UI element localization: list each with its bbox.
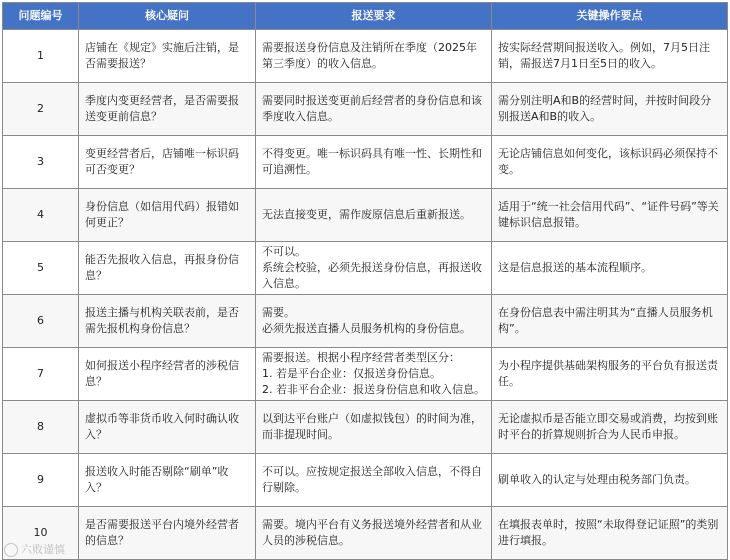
cell-requirement [256, 189, 492, 242]
cell-id [3, 242, 79, 295]
watermark-text: 六败谨慎 [21, 543, 65, 556]
cell-requirement-text: 需要同时报送变更前后经营者的身份信息和该季度收入信息。 [262, 94, 482, 123]
cell-question-text: 店铺在《规定》实施后注销，是否需要报送？ [85, 41, 239, 70]
cell-question [79, 401, 256, 454]
table-row [3, 401, 728, 454]
cell-id [3, 30, 79, 83]
cell-question-text: 是否需要报送平台内境外经营者的信息？ [85, 518, 239, 547]
cell-question-text: 报送主播与机构关联表前，是否需先报机构身份信息？ [85, 306, 239, 335]
cell-requirement-text: 需要报送。根据小程序经营者类型区分： 1. 若是平台企业：仅报送身份信息。 2. 若非平台企业：报送身份信息和收入信息。 [262, 351, 485, 396]
table-row [3, 507, 728, 560]
cell-question [79, 348, 256, 401]
header-question: 核心疑问 [79, 3, 256, 30]
cell-requirement [256, 136, 492, 189]
header-row [3, 3, 728, 30]
cell-id [3, 454, 79, 507]
cell-question [79, 189, 256, 242]
cell-id [3, 348, 79, 401]
cell-requirement-text: 需要。 必须先报送直播人员服务机构的身份信息。 [262, 306, 471, 335]
cell-requirement [256, 401, 492, 454]
cell-key-points [492, 30, 728, 83]
cell-key-points-text: 刷单收入的认定与处理由税务部门负责。 [498, 473, 696, 486]
cell-key-points [492, 242, 728, 295]
table-body [3, 30, 728, 560]
header-id: 问题编号 [3, 3, 79, 30]
watermark [4, 541, 65, 557]
cell-question [79, 454, 256, 507]
cell-requirement [256, 30, 492, 83]
table-row [3, 136, 728, 189]
cell-key-points [492, 454, 728, 507]
cell-key-points [492, 189, 728, 242]
cell-question [79, 30, 256, 83]
cell-question [79, 507, 256, 560]
cell-key-points [492, 507, 728, 560]
cell-requirement-text: 不可以。 系统会校验，必须先报送身份信息，再报送收入信息。 [262, 245, 482, 290]
cell-id [3, 189, 79, 242]
cell-question-text: 如何报送小程序经营者的涉税信息？ [85, 359, 239, 388]
cell-key-points-text: 在身份信息表中需注明其为“直播人员服务机构”。 [498, 306, 713, 335]
watermark-icon [4, 543, 18, 557]
cell-id-text: 9 [37, 473, 44, 486]
cell-question-text: 能否先报收入信息，再报身份信息？ [85, 253, 239, 282]
table-row [3, 30, 728, 83]
header-requirement: 报送要求 [256, 3, 492, 30]
cell-id-text: 4 [37, 208, 44, 221]
table-row [3, 348, 728, 401]
cell-requirement [256, 454, 492, 507]
cell-question [79, 242, 256, 295]
cell-key-points-text: 无论店铺信息如何变化，该标识码必须保持不变。 [498, 147, 718, 176]
cell-key-points [492, 401, 728, 454]
cell-key-points-text: 需分别注明A和B的经营时间，并按时间段分别报送A和B的收入。 [498, 94, 712, 123]
cell-id-text: 1 [37, 49, 44, 62]
cell-key-points [492, 295, 728, 348]
cell-key-points-text: 为小程序提供基础架构服务的平台负有报送责任。 [498, 359, 718, 388]
cell-requirement [256, 295, 492, 348]
faq-table [2, 2, 728, 560]
cell-requirement [256, 348, 492, 401]
cell-requirement-text: 无法直接变更，需作废原信息后重新报送。 [262, 208, 471, 221]
cell-requirement [256, 507, 492, 560]
cell-id-text: 10 [33, 526, 48, 539]
table-row [3, 454, 728, 507]
cell-requirement-text: 不得变更。唯一标识码具有唯一性、长期性和可追溯性。 [262, 147, 482, 176]
cell-id [3, 136, 79, 189]
cell-key-points [492, 348, 728, 401]
cell-key-points-text: 按实际经营期间报送收入。例如，7月5日注销，需报送7月1日至5日的收入。 [498, 41, 710, 70]
cell-question-text: 报送收入时能否剔除“刷单”收入？ [85, 465, 229, 494]
cell-question-text: 虚拟币等非货币收入何时确认收入？ [85, 412, 239, 441]
cell-id-text: 3 [37, 155, 44, 168]
table-row [3, 242, 728, 295]
cell-key-points [492, 83, 728, 136]
cell-requirement-text: 以到达平台账户（如虚拟钱包）的时间为准，而非提现时间。 [262, 412, 482, 441]
cell-question-text: 变更经营者后，店铺唯一标识码可否变更？ [85, 147, 239, 176]
cell-requirement-text: 需要。境内平台有义务报送境外经营者和从业人员的涉税信息。 [262, 518, 482, 547]
cell-id-text: 2 [37, 102, 44, 115]
cell-question [79, 83, 256, 136]
table-row [3, 83, 728, 136]
cell-id-text: 8 [37, 420, 44, 433]
cell-requirement [256, 83, 492, 136]
cell-id [3, 295, 79, 348]
cell-id-text: 5 [37, 261, 44, 274]
cell-key-points-text: 这是信息报送的基本流程顺序。 [498, 261, 652, 274]
cell-id [3, 401, 79, 454]
table-row [3, 189, 728, 242]
cell-question-text: 季度内变更经营者，是否需要报送变更前信息？ [85, 94, 239, 123]
cell-question-text: 身份信息（如信用代码）报错如何更正？ [85, 200, 239, 229]
cell-question [79, 295, 256, 348]
cell-requirement [256, 242, 492, 295]
cell-key-points-text: 在填报表单时，按照“未取得登记证照”的类别进行填报。 [498, 518, 719, 547]
cell-requirement-text: 需要报送身份信息及注销所在季度（2025年第三季度）的收入信息。 [262, 41, 477, 70]
cell-id-text: 6 [37, 314, 44, 327]
header-key-points: 关键操作要点 [492, 3, 728, 30]
cell-key-points-text: 无论虚拟币是否能立即交易或消费，均按到账时平台的折算规则折合为人民币申报。 [498, 412, 718, 441]
cell-key-points-text: 适用于“统一社会信用代码”、“证件号码”等关键标识信息报错。 [498, 200, 719, 229]
table-row [3, 295, 728, 348]
cell-id-text: 7 [37, 367, 44, 380]
cell-key-points [492, 136, 728, 189]
cell-requirement-text: 不可以。应按规定报送全部收入信息，不得自行剔除。 [262, 465, 482, 494]
cell-question [79, 136, 256, 189]
cell-id [3, 83, 79, 136]
